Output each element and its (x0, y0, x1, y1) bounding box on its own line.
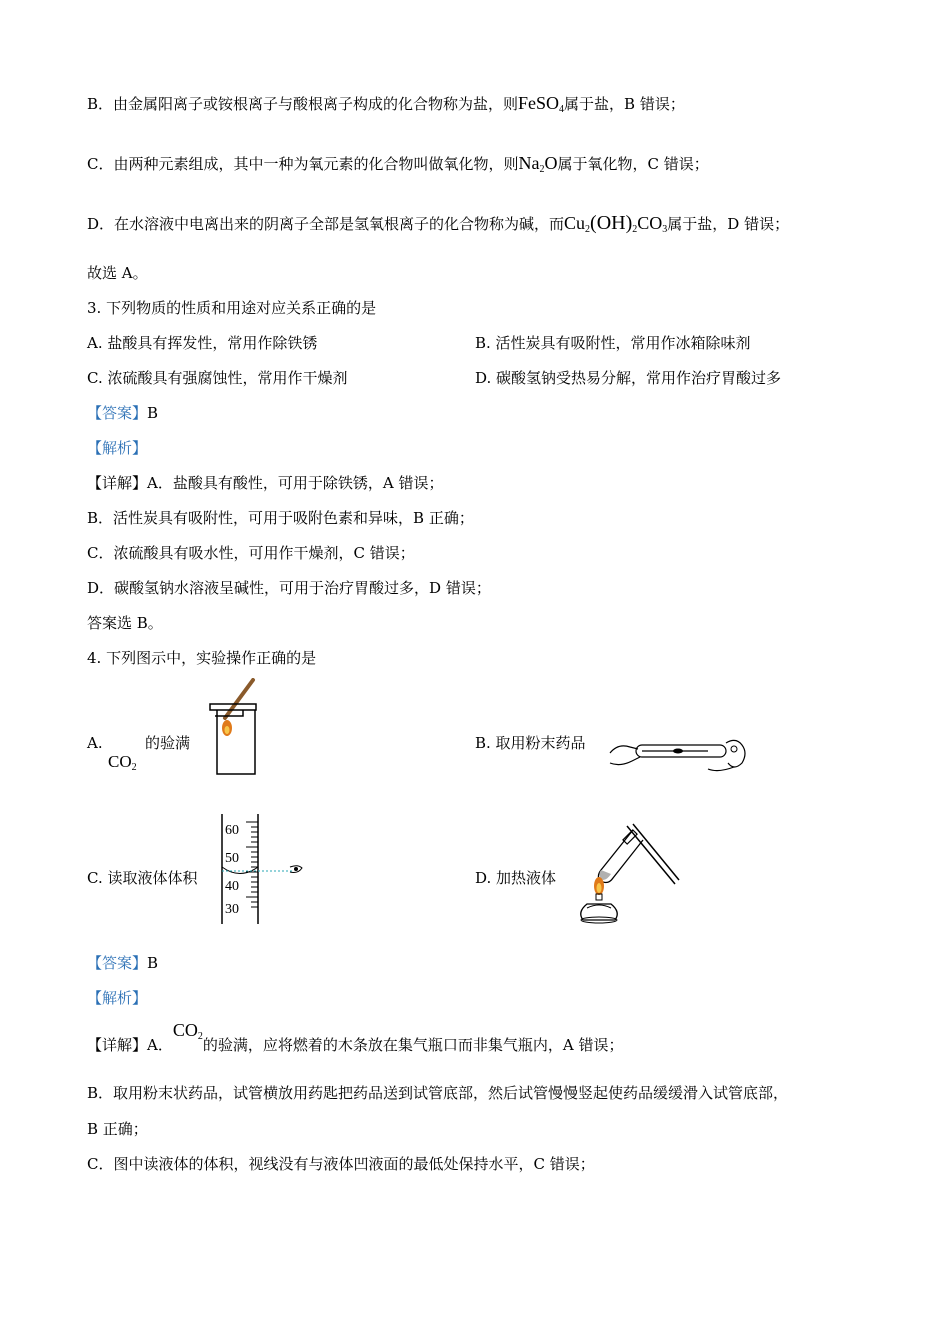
detail-label: 【详解】 (87, 474, 148, 492)
q4-option-a-suffix: 的验满 (145, 734, 191, 752)
formula-part: CO (637, 213, 663, 233)
q3-option-b: B. 活性炭具有吸附性，常用作冰箱除味剂 (475, 334, 751, 352)
q4-option-a-formula (108, 752, 137, 778)
q3-stem: 3. 下列物质的性质和用途对应关系正确的是 (87, 299, 377, 317)
answer-value: B (147, 404, 159, 422)
formula-co2 (173, 1020, 203, 1040)
q4-option-d: D. 加热液体 (475, 869, 557, 887)
q3-detail-a (87, 473, 443, 493)
q3-detail-c: C．浓硫酸具有吸水性，可用作干燥剂，C 错误； (87, 544, 415, 562)
q3-option-d: D. 碳酸氢钠受热易分解，常用作治疗胃酸过多 (475, 369, 782, 387)
answer-value: B (147, 954, 159, 972)
q2-option-d-explanation (87, 213, 789, 240)
q3-detail-b: B．活性炭具有吸附性，可用于吸附色素和异味，B 正确； (87, 509, 474, 527)
q2-option-b-explanation (87, 93, 685, 120)
q2-d-verdict: 属于盐，D 错误； (667, 215, 790, 233)
formula-cu2oh2co3 (564, 213, 667, 233)
test-tube-over-alcohol-lamp-icon (573, 822, 683, 927)
detail-prefix: A． (147, 1036, 173, 1054)
formula-main: CO (172, 1020, 198, 1040)
q2-option-c-explanation (87, 153, 709, 180)
q4-stem: 4. 下列图示中，实验操作正确的是 (87, 649, 317, 667)
q4-option-c: C. 读取液体体积 (87, 869, 198, 887)
q3-analysis-label: 【解析】 (87, 439, 148, 457)
q3-conclusion: 答案选 B。 (87, 614, 163, 632)
q4-option-a-prefix: A. (87, 734, 103, 752)
formula-subscript: 2 (197, 1031, 203, 1042)
q2-c-text: C．由两种元素组成，其中一种为氧元素的化合物叫做氧化物，则 (87, 155, 519, 173)
formula-main: FeSO (518, 93, 560, 113)
gas-jar-with-burning-splint-icon (205, 678, 265, 778)
formula-subscript: 3 (662, 224, 668, 235)
formula-subscript: 2 (131, 762, 137, 773)
q2-c-verdict: 属于氧化物，C 错误； (557, 155, 709, 173)
graduated-cylinder-with-eye-icon (218, 812, 308, 927)
q3-option-a: A. 盐酸具有挥发性，常用作除铁锈 (87, 334, 318, 352)
q2-d-text: D．在水溶液中电离出来的阴离子全部是氢氧根离子的化合物称为碱，而 (87, 215, 565, 233)
q3-detail-d: D．碳酸氢钠水溶液呈碱性，可用于治疗胃酸过多，D 错误； (87, 579, 491, 597)
cylinder-tick-30: 30 (225, 902, 239, 917)
formula-tail: O (544, 153, 558, 173)
cylinder-tick-40: 40 (225, 879, 239, 894)
powder-into-test-tube-icon (608, 733, 748, 778)
q3-option-c: C. 浓硫酸具有强腐蚀性，常用作干燥剂 (87, 369, 348, 387)
q4-analysis-label: 【解析】 (87, 989, 148, 1007)
formula-subscript: 4 (559, 104, 565, 115)
q2-conclusion: 故选 A。 (87, 264, 148, 282)
formula-part: Cu (564, 213, 586, 233)
formula-na2o (518, 153, 557, 173)
formula-main: Na (518, 153, 540, 173)
formula-part: (OH) (590, 212, 633, 234)
q4-detail-b-line2: B 正确； (87, 1120, 148, 1138)
detail-label: 【详解】 (87, 1036, 148, 1054)
answer-label: 【答案】 (87, 404, 148, 422)
formula-feso4 (518, 93, 564, 113)
formula-subscript: 2 (585, 224, 591, 235)
q4-detail-c: C．图中读液体的体积，视线没有与液体凹液面的最低处保持水平，C 错误； (87, 1155, 595, 1173)
answer-label: 【答案】 (87, 954, 148, 972)
cylinder-tick-50: 50 (225, 851, 239, 866)
cylinder-tick-60: 60 (225, 823, 239, 838)
q2-b-text: B．由金属阳离子或铵根离子与酸根离子构成的化合物称为盐，则 (87, 95, 519, 113)
q3-answer (87, 403, 158, 423)
formula-subscript: 2 (539, 164, 545, 175)
detail-text: A．盐酸具有酸性，可用于除铁锈，A 错误； (147, 474, 444, 492)
q4-option-b: B. 取用粉末药品 (475, 734, 586, 752)
q4-answer (87, 953, 158, 973)
formula-subscript: 2 (632, 224, 638, 235)
q2-b-verdict: 属于盐，B 错误； (564, 95, 685, 113)
q4-detail-b-line1: B．取用粉末状药品，试管横放用药匙把药品送到试管底部，然后试管慢慢竖起使药品缓缓滑入试管底部， (87, 1084, 789, 1102)
formula-main: CO (108, 752, 132, 771)
detail-text: 的验满，应将燃着的木条放在集气瓶口而非集气瓶内，A 错误； (202, 1036, 624, 1054)
q4-detail-a (87, 1020, 624, 1061)
